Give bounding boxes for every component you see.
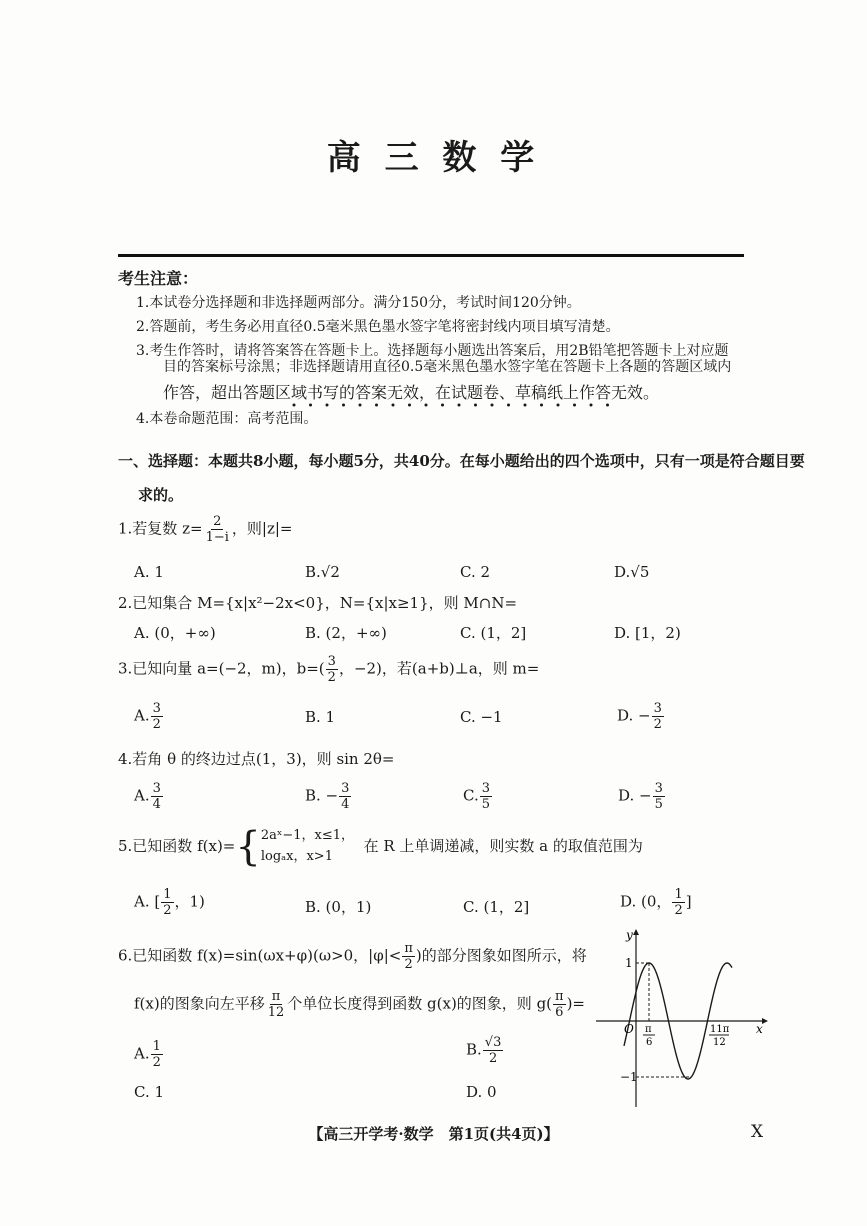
emphasis-dot xyxy=(491,404,494,407)
denominator: 12 xyxy=(267,1005,285,1020)
emphasis-dot xyxy=(590,404,593,407)
denominator: 2 xyxy=(488,1051,498,1066)
option-a xyxy=(134,782,164,811)
y-tick-top: 1 xyxy=(625,956,633,970)
denominator: 2 xyxy=(152,717,161,732)
x-tick-1-num: π xyxy=(645,1024,652,1035)
question-6-line2 xyxy=(134,990,585,1019)
emphasis-dot xyxy=(293,404,296,407)
emphasis-dot xyxy=(606,404,609,407)
option-d xyxy=(617,702,665,731)
numerator: 3 xyxy=(152,781,161,796)
notice-item-emphasis xyxy=(163,380,659,403)
question-6-line1 xyxy=(118,942,587,971)
fraction xyxy=(326,655,338,684)
option-c: C. 2 xyxy=(460,563,491,581)
option-c: C. −1 xyxy=(460,708,503,726)
x-tick-2-num: 11π xyxy=(710,1024,730,1035)
x-axis-arrow-icon xyxy=(762,1018,768,1024)
emphasis-dot xyxy=(507,404,510,407)
question-2: 2.已知集合 M={x|x²−2x<0}，N={x|x≥1}，则 M∩N= xyxy=(118,594,518,612)
numerator: 3 xyxy=(327,654,336,669)
option-b xyxy=(305,782,352,811)
option-label: A. [ xyxy=(134,892,161,911)
option-text: ] xyxy=(685,892,692,911)
emphasis-dot xyxy=(557,404,560,407)
fraction xyxy=(204,515,231,544)
denominator: 5 xyxy=(654,797,663,812)
section-heading: 一、选择题：本题共8小题，每小题5分，共40分。在每小题给出的四个选项中，只有一项是符合题目要 xyxy=(118,452,805,470)
title-divider xyxy=(118,254,744,257)
option-label: C. xyxy=(463,786,479,805)
numerator: 2 xyxy=(213,514,222,529)
piece-line: logₐx，x>1 xyxy=(260,848,333,864)
question-text: 6.已知函数 f(x)=sin(ωx+φ)(ω>0，|φ|< xyxy=(118,946,402,965)
numerator: 3 xyxy=(341,781,350,796)
fraction xyxy=(151,702,163,731)
question-text: ，则|z|= xyxy=(231,519,293,538)
y-axis-arrow-icon xyxy=(633,929,639,935)
option-b xyxy=(466,1036,504,1065)
notice-item: 3.考生作答时，请将答案答在答题卡上。选择题每小题选出答案后，用2B铅笔把答题卡上对应题 xyxy=(136,343,729,359)
notice-item: 目的答案标号涂黑；非选择题请用直径0.5毫米黑色墨水签字笔在答题卡上各题的答题区域内 xyxy=(163,359,732,375)
piecewise xyxy=(261,826,354,868)
option-a xyxy=(134,1040,164,1069)
option-a xyxy=(134,702,164,731)
question-text: 个单位长度得到函数 g(x)的图象，则 g( xyxy=(287,994,553,1013)
denominator: 2 xyxy=(327,670,336,685)
numerator: 1 xyxy=(163,887,172,902)
denominator: 2 xyxy=(404,957,413,972)
question-text: ，−2)，若(a+b)⊥a，则 m= xyxy=(338,659,540,678)
fraction xyxy=(672,888,684,917)
option-label: A. xyxy=(134,706,150,725)
emphasis-dot xyxy=(326,404,329,407)
option-d: D. [1，2) xyxy=(614,624,681,642)
question-text: 1.若复数 z= xyxy=(118,519,203,538)
option-c: C. (1，2] xyxy=(463,898,530,916)
fraction xyxy=(483,1036,504,1065)
page-footer: 【高三开学考·数学 第1页(共4页)】 xyxy=(308,1125,559,1143)
option-label: A. xyxy=(134,786,150,805)
emphasis-dot xyxy=(392,404,395,407)
y-axis-label: y xyxy=(626,928,633,942)
numerator: 3 xyxy=(653,701,662,716)
emphasis-dot xyxy=(540,404,543,407)
denominator: 4 xyxy=(341,797,350,812)
emphasis-dot xyxy=(573,404,576,407)
x-axis-label: x xyxy=(756,1022,763,1036)
option-a: A. 1 xyxy=(134,563,164,581)
option-d: D.√5 xyxy=(614,563,650,581)
option-c xyxy=(463,782,493,811)
question-text: )的部分图象如图所示，将 xyxy=(415,946,587,965)
option-label: B. xyxy=(466,1040,482,1059)
section-heading-cont: 求的。 xyxy=(138,486,184,504)
question-text: 5.已知函数 f(x)= xyxy=(118,836,236,855)
fraction xyxy=(339,782,351,811)
option-b: B. (2，+∞) xyxy=(305,624,387,642)
numerator: 3 xyxy=(481,781,490,796)
page-title: 高 三 数 学 xyxy=(326,138,541,178)
option-label: B. − xyxy=(305,786,339,805)
option-label: D. (0， xyxy=(620,892,672,911)
emphasis-dot xyxy=(441,404,444,407)
numerator: 3 xyxy=(654,781,663,796)
emphasis-dot xyxy=(359,404,362,407)
denominator: 4 xyxy=(152,797,161,812)
fraction xyxy=(402,942,415,971)
fraction xyxy=(151,1040,163,1069)
notice-item: 2.答题前，考生务必用直径0.5毫米黑色墨水签字笔将密封线内项目填写清楚。 xyxy=(136,319,620,335)
emphasis-dot xyxy=(425,404,428,407)
numerator: π xyxy=(404,941,413,956)
fraction xyxy=(151,782,163,811)
fraction xyxy=(553,990,566,1019)
emphasis-dot xyxy=(408,404,411,407)
option-label: D. − xyxy=(617,706,651,725)
option-d xyxy=(618,782,666,811)
notice-item: 4.本卷命题范围：高考范围。 xyxy=(136,411,318,427)
option-a xyxy=(134,888,205,917)
notice-item: 1.本试卷分选择题和非选择题两部分。满分150分，考试时间120分钟。 xyxy=(136,295,581,311)
option-label: D. − xyxy=(618,786,652,805)
page-mark: X xyxy=(751,1122,764,1142)
question-5 xyxy=(118,823,643,870)
emphasis-dot xyxy=(474,404,477,407)
piece-line: 2aˣ−1，x≤1， xyxy=(260,828,355,843)
option-label: A. xyxy=(134,1044,150,1063)
denominator: 1−i xyxy=(205,530,229,545)
numerator: √3 xyxy=(484,1035,502,1050)
numerator: 1 xyxy=(674,887,683,902)
fraction xyxy=(652,702,664,731)
option-d xyxy=(620,888,692,917)
x-tick-2-den: 12 xyxy=(713,1037,726,1048)
x-tick-1-den: 6 xyxy=(646,1037,653,1048)
sine-graph xyxy=(592,925,772,1110)
brace: { xyxy=(235,823,261,870)
question-text: 在 R 上单调递减，则实数 a 的取值范围为 xyxy=(363,836,643,855)
denominator: 2 xyxy=(674,903,683,918)
fraction xyxy=(480,782,492,811)
numerator: π xyxy=(555,989,564,1004)
denominator: 2 xyxy=(163,903,172,918)
option-b: B. (0，1) xyxy=(305,898,372,916)
option-d: D. 0 xyxy=(466,1083,497,1101)
fraction xyxy=(653,782,665,811)
option-a: A. (0，+∞) xyxy=(134,624,216,642)
denominator: 2 xyxy=(152,1055,161,1070)
option-c: C. 1 xyxy=(134,1083,165,1101)
emphasis-dot xyxy=(458,404,461,407)
question-text: 3.已知向量 a=(−2，m)，b=( xyxy=(118,659,325,678)
emphasis-dot xyxy=(375,404,378,407)
fraction xyxy=(161,888,173,917)
emphasis-dot xyxy=(524,404,527,407)
emphasis-dot xyxy=(309,404,312,407)
question-1 xyxy=(118,515,292,544)
option-b: B. 1 xyxy=(305,708,336,726)
denominator: 6 xyxy=(555,1005,564,1020)
numerator: π xyxy=(271,989,281,1004)
question-4: 4.若角 θ 的终边过点(1，3)，则 sin 2θ= xyxy=(118,750,395,768)
option-text: ，1) xyxy=(174,892,205,911)
numerator: 1 xyxy=(152,1039,161,1054)
y-tick-bottom: −1 xyxy=(620,1070,638,1084)
emphasis-dot xyxy=(342,404,345,407)
question-text: )= xyxy=(566,994,585,1013)
option-c: C. (1，2] xyxy=(460,624,527,642)
origin-label: O xyxy=(624,1022,634,1036)
question-3 xyxy=(118,655,539,684)
option-b: B.√2 xyxy=(305,563,340,581)
question-text: f(x)的图象向左平移 xyxy=(134,994,265,1013)
denominator: 5 xyxy=(481,797,490,812)
emphasis-dots xyxy=(290,402,620,408)
notice-heading: 考生注意： xyxy=(118,269,199,288)
notice-item-text: 作答，超出答题区域书写的答案无效，在试题卷、草稿纸上作答无效。 xyxy=(163,383,660,402)
fraction xyxy=(266,990,287,1019)
numerator: 3 xyxy=(152,701,161,716)
denominator: 2 xyxy=(653,717,662,732)
